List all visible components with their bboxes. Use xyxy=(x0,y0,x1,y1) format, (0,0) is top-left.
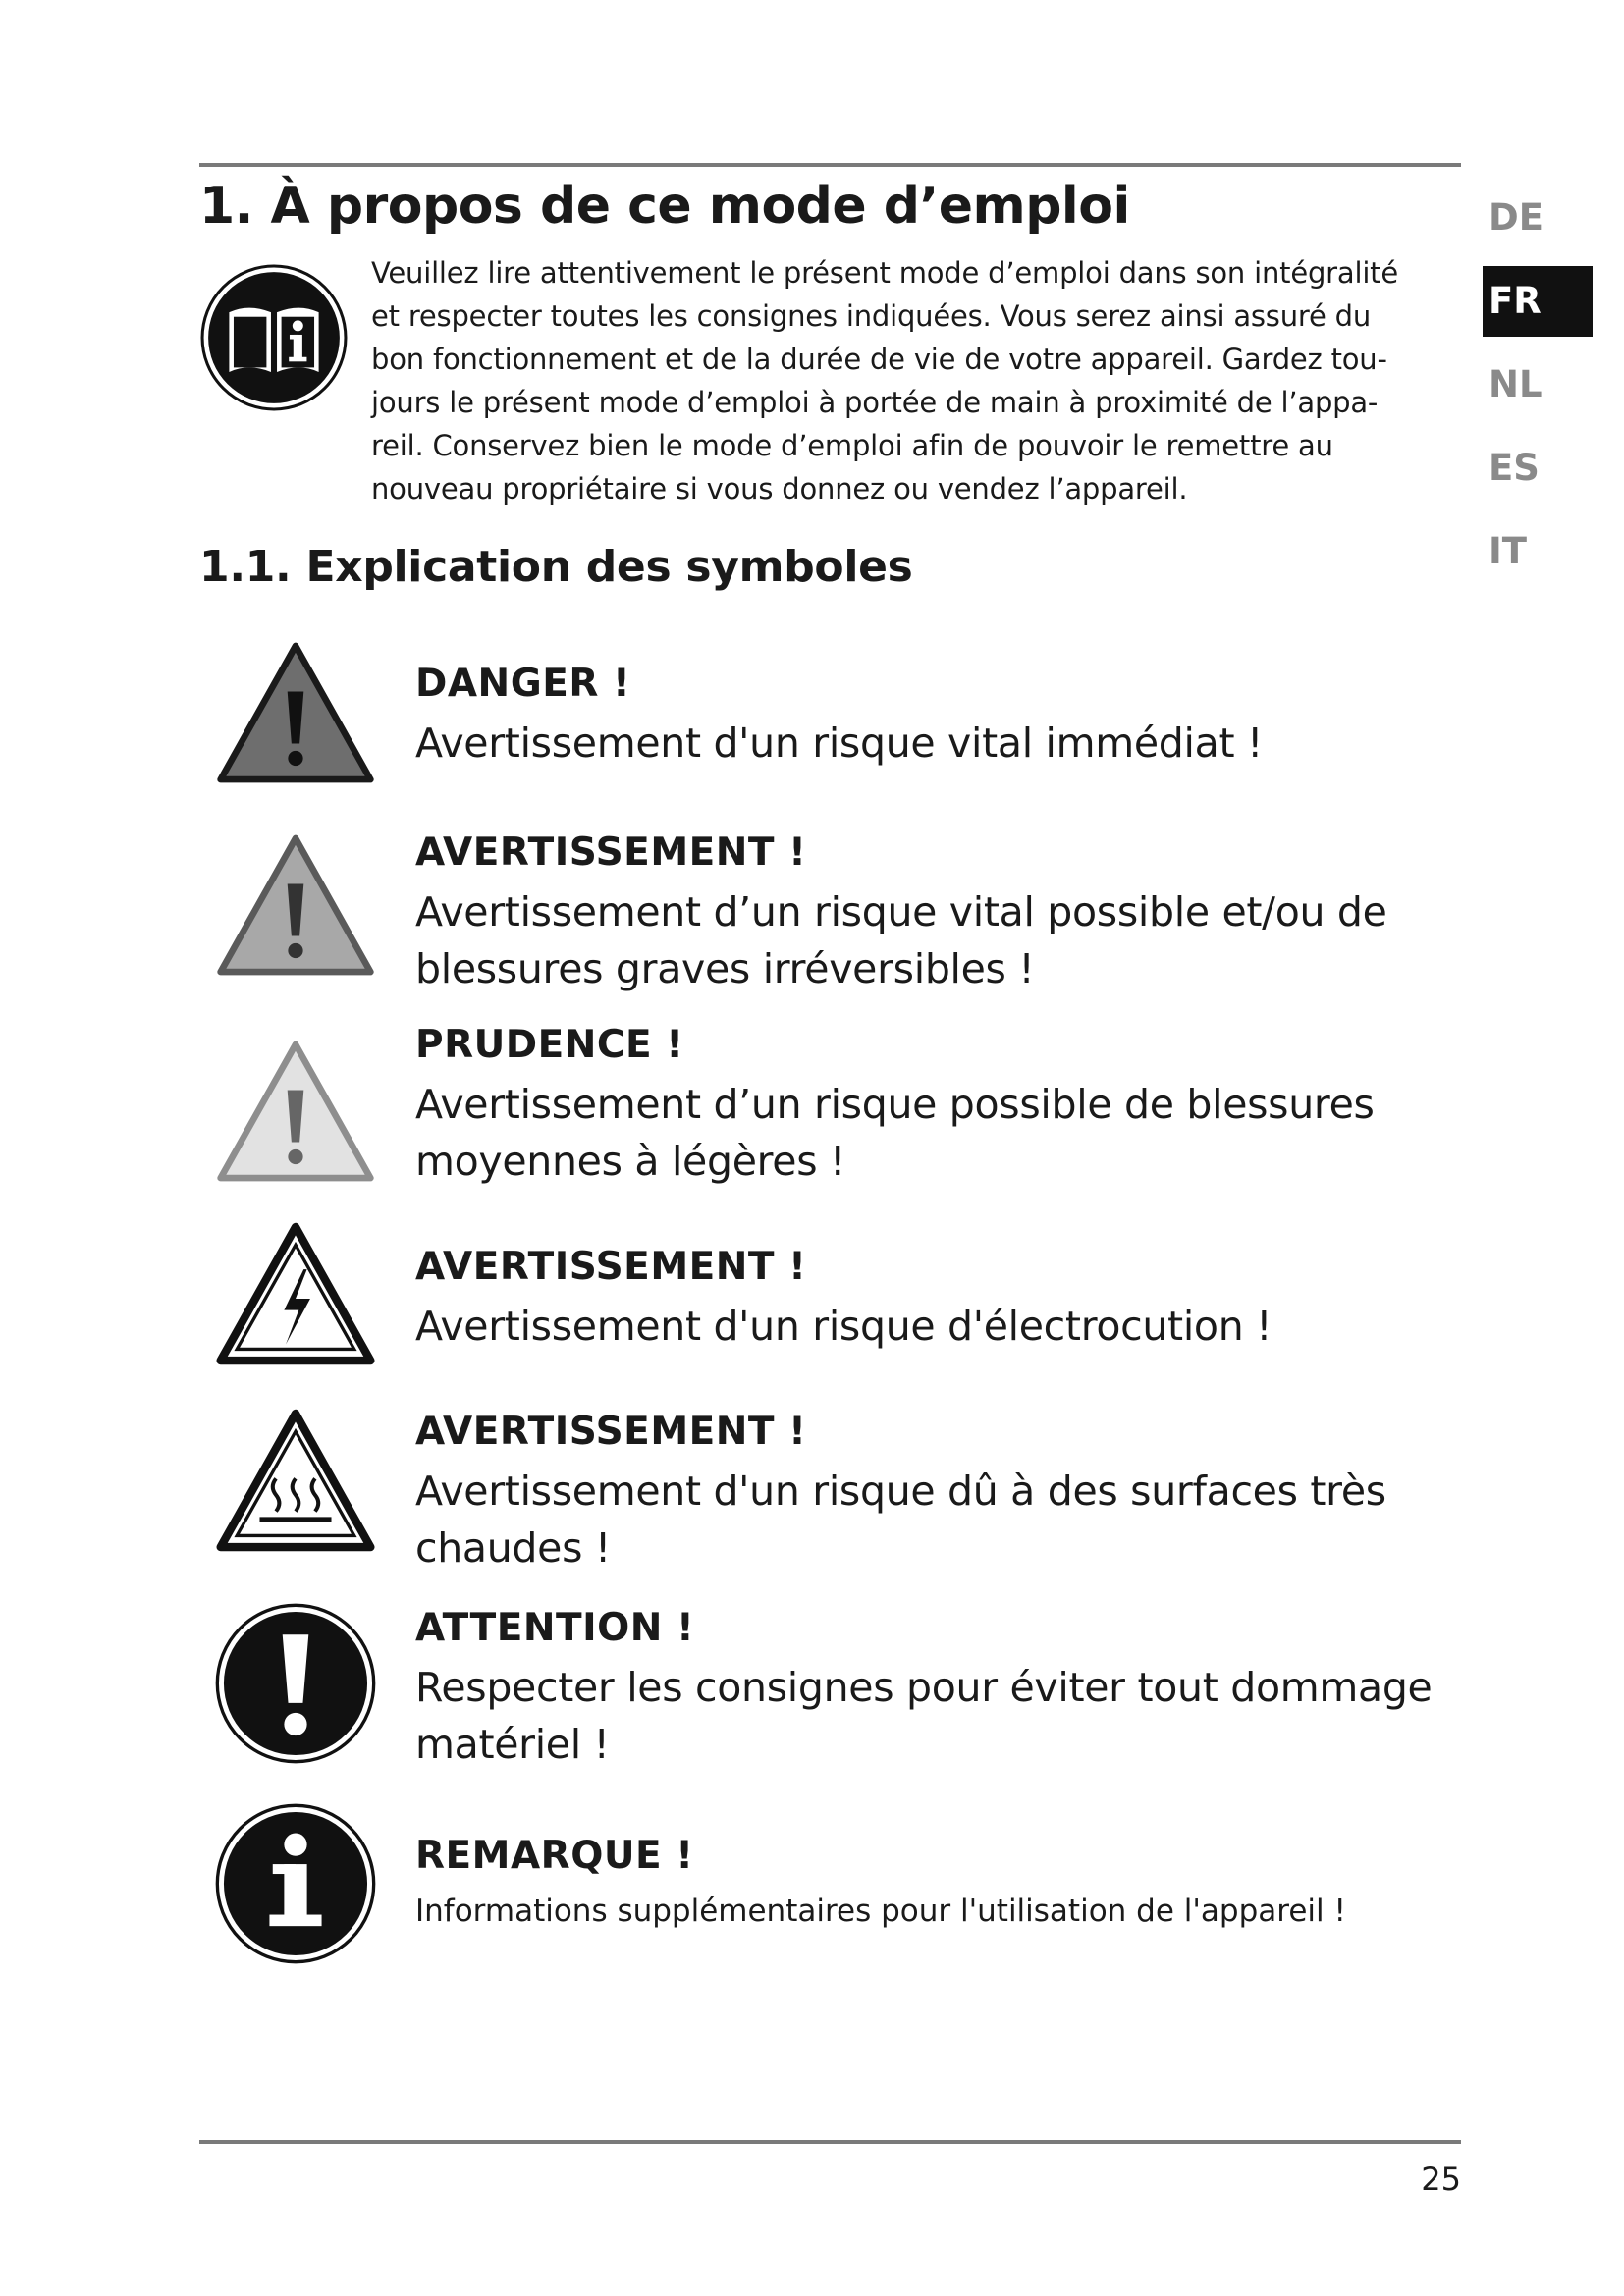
intro-paragraph xyxy=(371,251,1469,510)
language-tab-fr[interactable]: FR xyxy=(1483,266,1593,337)
bottom-rule xyxy=(199,2140,1461,2144)
language-tab-de[interactable]: DE xyxy=(1489,196,1543,239)
intro-line: nouveau propriétaire si vous donnez ou vendez l’appareil. xyxy=(371,472,1188,506)
info-circle-icon xyxy=(214,1802,377,1965)
danger-triangle-icon xyxy=(214,636,377,799)
page-number: 25 xyxy=(1421,2161,1461,2198)
exclamation-circle-icon xyxy=(214,1602,377,1765)
intro-line: reil. Conservez bien le mode d’emploi afin de pouvoir le remettre au xyxy=(371,429,1333,462)
symbol-description: Avertissement d'un risque vital immédiat ! xyxy=(415,720,1264,767)
symbol-title: AVERTISSEMENT ! xyxy=(415,1245,807,1289)
symbol-title: AVERTISSEMENT ! xyxy=(415,830,807,875)
symbol-description: matériel ! xyxy=(415,1721,610,1768)
symbol-entry xyxy=(415,1826,1476,1936)
hot-surface-icon xyxy=(214,1404,377,1567)
language-tab-es[interactable]: ES xyxy=(1489,447,1540,489)
symbol-description: moyennes à légères ! xyxy=(415,1138,846,1185)
language-tab-it[interactable]: IT xyxy=(1489,530,1528,572)
symbol-entry xyxy=(415,654,1476,772)
page-title: 1. À propos de ce mode d’emploi xyxy=(199,177,1130,236)
read-manual-icon xyxy=(199,263,349,412)
symbol-entry xyxy=(415,1015,1476,1190)
symbol-entry xyxy=(415,1598,1476,1773)
symbol-description: Informations supplémentaires pour l'utilisation de l'appareil ! xyxy=(415,1894,1346,1929)
symbol-title: REMARQUE ! xyxy=(415,1834,694,1878)
intro-line: Veuillez lire attentivement le présent mode d’emploi dans son intégralité xyxy=(371,256,1398,290)
symbol-description: Avertissement d'un risque d'électrocution ! xyxy=(415,1303,1272,1350)
symbol-entry xyxy=(415,1237,1476,1355)
section-heading: 1.1. Explication des symboles xyxy=(199,542,913,592)
intro-line: et respecter toutes les consignes indiquées. Vous serez ainsi assuré du xyxy=(371,299,1372,333)
symbol-title: AVERTISSEMENT ! xyxy=(415,1410,807,1454)
symbol-entry xyxy=(415,1402,1476,1576)
symbol-description: Avertissement d'un risque dû à des surfaces très xyxy=(415,1468,1386,1515)
caution-triangle-icon xyxy=(214,1035,377,1198)
symbol-description: chaudes ! xyxy=(415,1524,612,1572)
language-tabs xyxy=(1483,183,1593,600)
symbol-title: DANGER ! xyxy=(415,662,631,706)
symbol-title: ATTENTION ! xyxy=(415,1606,695,1650)
intro-line: jours le présent mode d’emploi à portée de main à proximité de l’appa- xyxy=(371,386,1379,419)
symbol-entry xyxy=(415,823,1476,997)
symbol-description: blessures graves irréversibles ! xyxy=(415,945,1035,992)
warning-triangle-icon xyxy=(214,828,377,991)
intro-line: bon fonctionnement et de la durée de vie de votre appareil. Gardez tou- xyxy=(371,343,1387,376)
symbol-description: Avertissement d’un risque possible de blessures xyxy=(415,1081,1375,1128)
top-rule xyxy=(199,163,1461,167)
electric-shock-icon xyxy=(214,1217,377,1380)
symbol-description: Respecter les consignes pour éviter tout dommage xyxy=(415,1664,1433,1711)
symbol-title: PRUDENCE ! xyxy=(415,1023,684,1067)
language-tab-nl[interactable]: NL xyxy=(1489,363,1543,405)
symbol-description: Avertissement d’un risque vital possible et/ou de xyxy=(415,888,1387,935)
